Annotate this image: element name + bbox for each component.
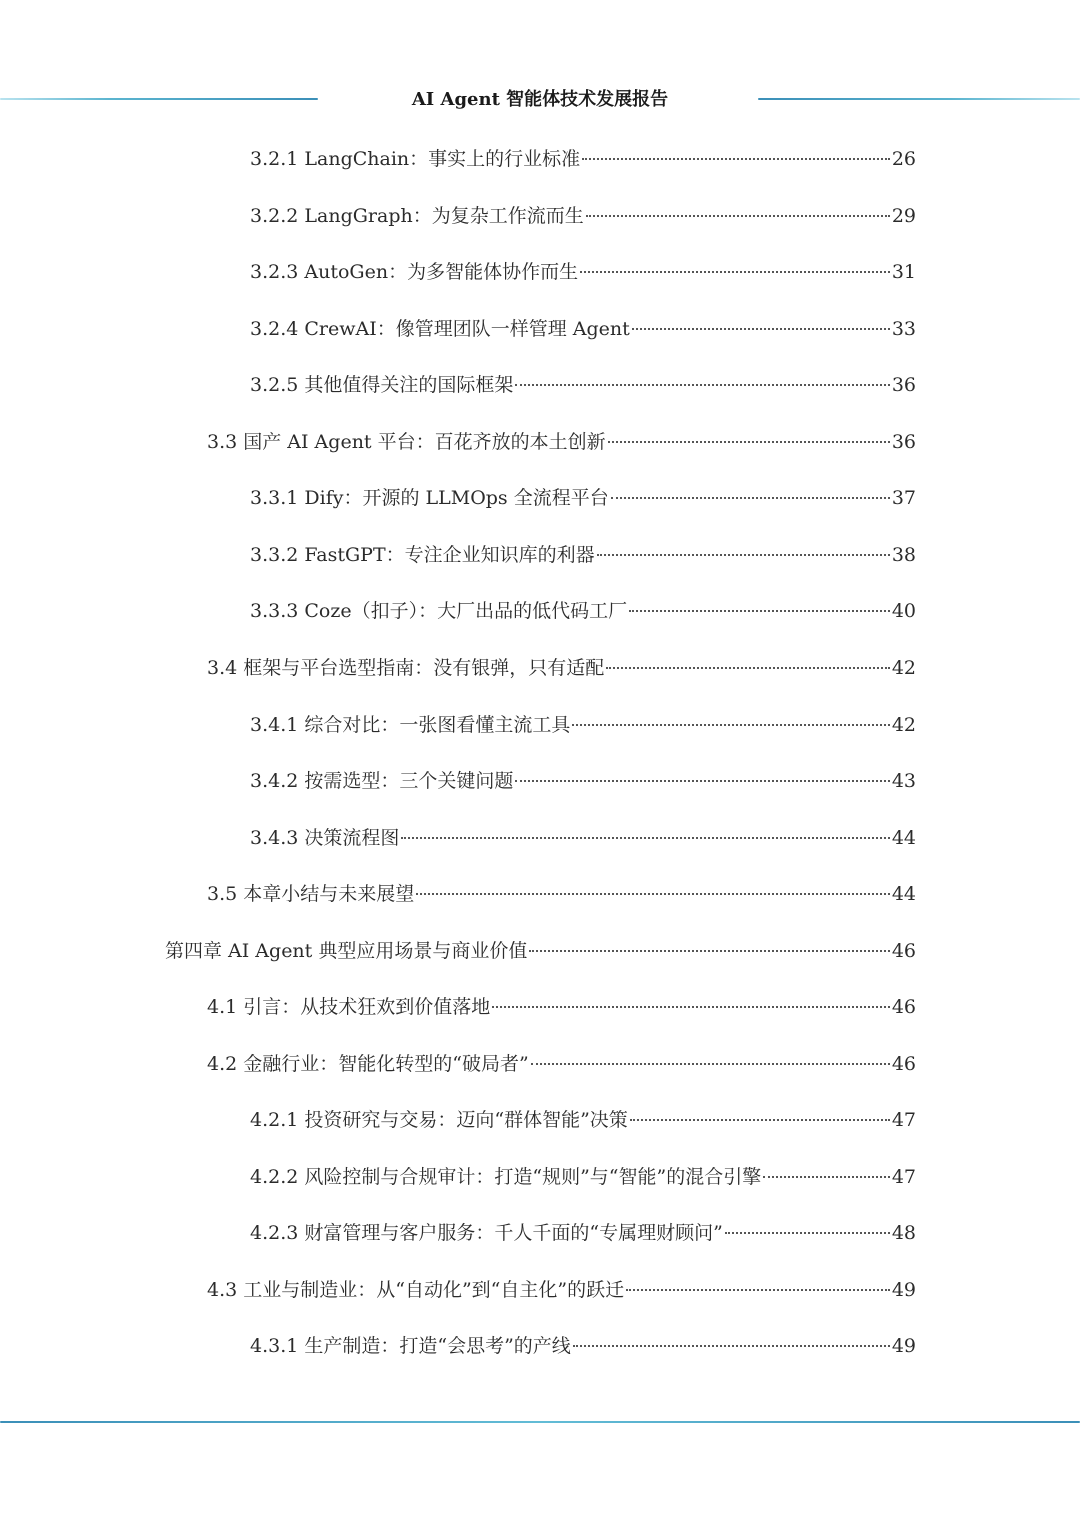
toc-entry-3-4[interactable]: [207, 653, 916, 683]
toc-dot-leader: [515, 780, 889, 782]
toc-entry-3-2-5[interactable]: [250, 370, 916, 400]
toc-page-number: 44: [891, 883, 916, 905]
toc-entry-label: 3.2.5 其他值得关注的国际框架: [250, 374, 514, 396]
toc-entry-4-2-3[interactable]: [250, 1218, 916, 1248]
footer-rule: [0, 1421, 1080, 1423]
toc-page-number: 49: [891, 1279, 916, 1301]
toc-page-number: 29: [891, 205, 916, 227]
toc-page-number: 43: [891, 770, 916, 792]
toc-entry-label: 4.2.3 财富管理与客户服务：千人千面的“专属理财顾问”: [250, 1222, 723, 1244]
toc-dot-leader: [492, 1006, 890, 1008]
toc-entry-3-4-3[interactable]: [250, 823, 916, 853]
toc-entry-label: 4.1 引言：从技术狂欢到价值落地: [207, 996, 491, 1018]
toc-entry-3-4-2[interactable]: [250, 766, 916, 796]
toc-entry-label: 3.2.3 AutoGen：为多智能体协作而生: [250, 261, 579, 283]
toc-dot-leader: [586, 215, 890, 217]
toc-entry-label: 3.3.2 FastGPT：专注企业知识库的利器: [250, 544, 595, 566]
toc-page-number: 42: [891, 714, 916, 736]
toc-entry-3-2-2[interactable]: [250, 201, 916, 231]
toc-entry-3-3[interactable]: [207, 427, 916, 457]
toc-entry-4-1[interactable]: [207, 992, 916, 1022]
toc-entry-label: 3.3.1 Dify：开源的 LLMOps 全流程平台: [250, 487, 609, 509]
toc-entry-3-2-1[interactable]: [250, 144, 916, 174]
toc-entry-3-5[interactable]: [207, 879, 916, 909]
toc-entry-label: 3.5 本章小结与未来展望: [207, 883, 415, 905]
toc-dot-leader: [611, 497, 890, 499]
toc-dot-leader: [626, 1289, 890, 1291]
toc-page-number: 47: [891, 1166, 916, 1188]
toc-entry-3-2-3[interactable]: [250, 257, 916, 287]
toc-entry-label: 3.2.1 LangChain：事实上的行业标准: [250, 148, 581, 170]
toc-dot-leader: [401, 837, 889, 839]
toc-page-number: 46: [891, 996, 916, 1018]
toc-dot-leader: [531, 1063, 890, 1065]
toc-dot-leader: [632, 328, 890, 330]
toc-entry-3-3-2[interactable]: [250, 540, 916, 570]
toc-entry-label: 4.2 金融行业：智能化转型的“破局者”: [207, 1053, 529, 1075]
toc-dot-leader: [763, 1176, 890, 1178]
toc-page-number: 26: [891, 148, 916, 170]
toc-entry-3-3-3[interactable]: [250, 596, 916, 626]
toc-entry-3-3-1[interactable]: [250, 483, 916, 513]
toc-dot-leader: [572, 724, 889, 726]
toc-dot-leader: [597, 554, 890, 556]
toc-entry-4-2[interactable]: [207, 1049, 916, 1079]
toc-page-number: 38: [891, 544, 916, 566]
toc-page-number: 42: [891, 657, 916, 679]
toc-page-number: 40: [891, 600, 916, 622]
toc-entry-4-3-1[interactable]: [250, 1331, 916, 1361]
toc-page-number: 31: [891, 261, 916, 283]
toc-dot-leader: [582, 158, 890, 160]
toc-page-number: 49: [891, 1335, 916, 1357]
toc-page-number: 46: [891, 940, 916, 962]
toc-page-number: 46: [891, 1053, 916, 1075]
toc-dot-leader: [580, 271, 890, 273]
toc-entry-label: 第四章 AI Agent 典型应用场景与商业价值: [165, 940, 528, 962]
toc-entry-label: 4.3.1 生产制造：打造“会思考”的产线: [250, 1335, 571, 1357]
page-header-title: AI Agent 智能体技术发展报告: [411, 89, 669, 110]
toc-page-number: 36: [891, 374, 916, 396]
toc-page-number: 47: [891, 1109, 916, 1131]
toc-entry-label: 3.4.2 按需选型：三个关键问题: [250, 770, 514, 792]
toc-entry-label: 3.4 框架与平台选型指南：没有银弹，只有适配: [207, 657, 605, 679]
toc-dot-leader: [606, 667, 890, 669]
toc-entry-3-2-4[interactable]: [250, 314, 916, 344]
toc-dot-leader: [416, 893, 890, 895]
toc-page-number: 36: [891, 431, 916, 453]
toc-entry-label: 3.2.2 LangGraph：为复杂工作流而生: [250, 205, 584, 227]
toc-dot-leader: [629, 610, 890, 612]
toc-dot-leader: [630, 1119, 890, 1121]
toc-page-number: 37: [891, 487, 916, 509]
toc-dot-leader: [608, 441, 890, 443]
toc-page-number: 48: [891, 1222, 916, 1244]
toc-entry-label: 3.4.3 决策流程图: [250, 827, 400, 849]
toc-entry-chapter-4[interactable]: [165, 936, 916, 966]
toc-entry-label: 4.3 工业与制造业：从“自动化”到“自主化”的跃迁: [207, 1279, 625, 1301]
toc-dot-leader: [725, 1232, 890, 1234]
toc-page-number: 33: [891, 318, 916, 340]
toc-entry-label: 4.2.1 投资研究与交易：迈向“群体智能”决策: [250, 1109, 628, 1131]
toc-entry-label: 3.3 国产 AI Agent 平台：百花齐放的本土创新: [207, 431, 606, 453]
toc-entry-4-2-1[interactable]: [250, 1105, 916, 1135]
toc-entry-label: 3.4.1 综合对比：一张图看懂主流工具: [250, 714, 571, 736]
toc-page-number: 44: [891, 827, 916, 849]
toc-entry-label: 3.3.3 Coze（扣子）：大厂出品的低代码工厂: [250, 600, 628, 622]
toc-entry-4-2-2[interactable]: [250, 1162, 916, 1192]
toc-entry-label: 3.2.4 CrewAI：像管理团队一样管理 Agent: [250, 318, 630, 340]
toc-dot-leader: [515, 384, 889, 386]
toc-dot-leader: [529, 950, 889, 952]
toc-dot-leader: [573, 1345, 890, 1347]
toc-entry-3-4-1[interactable]: [250, 710, 916, 740]
toc-entry-label: 4.2.2 风险控制与合规审计：打造“规则”与“智能”的混合引擎: [250, 1166, 762, 1188]
toc-entry-4-3[interactable]: [207, 1275, 916, 1305]
